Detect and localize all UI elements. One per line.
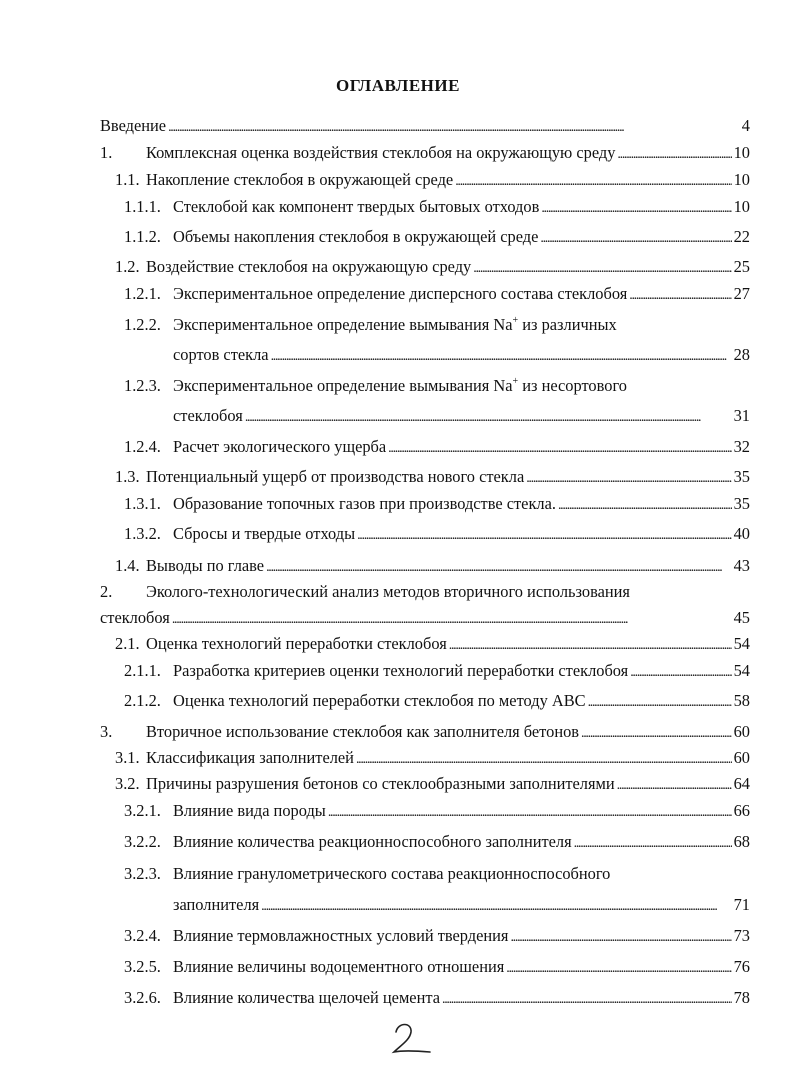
toc-entry-page: 31: [733, 406, 750, 425]
toc-entry-continuation[interactable]: [173, 895, 750, 915]
toc-entry-page: 54: [733, 661, 750, 680]
toc-entry-text: Выводы по главе: [146, 556, 265, 575]
toc-entry-text: Комплексная оценка воздействия стеклобоя на окружающую среду: [146, 143, 616, 162]
toc-entry-text: Объемы накопления стеклобоя в окружающей среде: [173, 227, 539, 246]
toc-entry-text: Введение: [100, 116, 167, 135]
toc-entry-text: Классификация заполнителей: [146, 748, 354, 767]
toc-entry[interactable]: [115, 774, 750, 794]
toc-entry[interactable]: [100, 116, 750, 136]
leader-dots: [588, 691, 732, 713]
leader-dots: [328, 801, 732, 823]
toc-entry[interactable]: [124, 926, 750, 946]
leader-dots: [388, 437, 731, 459]
toc-entry-page: 45: [733, 608, 750, 627]
leader-dots: [510, 926, 731, 948]
toc-entry-number: 1.: [100, 143, 113, 162]
toc-entry-number: 2.1.: [115, 634, 140, 653]
toc-entry-number: 3.2.3.: [124, 864, 161, 883]
toc-entry[interactable]: [115, 257, 750, 277]
toc-entry[interactable]: [124, 864, 610, 884]
leader-dots: [617, 143, 731, 165]
toc-entry-text: Оценка технологий переработки стеклобоя: [146, 634, 447, 653]
toc-entry[interactable]: [124, 376, 627, 396]
toc-entry-page: 35: [733, 467, 750, 486]
toc-entry-page: 35: [733, 494, 750, 513]
leader-dots: [168, 116, 740, 138]
toc-entry[interactable]: [100, 582, 630, 602]
toc-entry-number: 1.3.: [115, 467, 140, 486]
toc-entry-page: 60: [733, 722, 750, 741]
toc-entry-text: Накопление стеклобоя в окружающей среде: [146, 170, 454, 189]
toc-entry-page: 10: [733, 143, 750, 162]
toc-entry-number: 1.2.3.: [124, 376, 161, 395]
leader-dots: [541, 197, 731, 219]
toc-entry-number: 1.2.2.: [124, 315, 161, 334]
leader-dots: [357, 524, 732, 546]
toc-entry[interactable]: [115, 556, 750, 576]
toc-entry-text: Образование топочных газов при производстве стекла.: [173, 494, 556, 513]
leader-dots: [558, 494, 732, 516]
toc-entry-number: 1.2.: [115, 257, 140, 276]
toc-entry[interactable]: [115, 170, 750, 190]
toc-entry-number: 3.1.: [115, 748, 140, 767]
toc-entry-page: 71: [733, 895, 750, 914]
toc-entry[interactable]: [100, 722, 750, 742]
leader-dots: [356, 748, 732, 770]
handwritten-page-number: [378, 1010, 438, 1060]
toc-entry[interactable]: [100, 143, 750, 163]
superscript: +: [512, 376, 519, 387]
leader-dots: [617, 774, 732, 796]
toc-entry-page: 43: [733, 556, 750, 575]
leader-dots: [449, 634, 732, 656]
leader-dots: [574, 832, 732, 854]
toc-entry-text: Вторичное использование стеклобоя как заполнителя бетонов: [146, 722, 580, 741]
toc-entry-number: 1.3.1.: [124, 494, 161, 513]
toc-entry-page: 10: [733, 170, 750, 189]
toc-entry-page: 58: [733, 691, 750, 710]
toc-entry[interactable]: [115, 467, 750, 487]
toc-entry-page: 76: [733, 957, 750, 976]
toc-entry-text: из несортового: [518, 376, 627, 395]
toc-entry[interactable]: [124, 197, 750, 217]
toc-entry-text: Причины разрушения бетонов со стеклообразными заполнителями: [146, 774, 615, 793]
toc-entry-page: 54: [733, 634, 750, 653]
toc-entry-number: 3.2.4.: [124, 926, 161, 945]
toc-entry-number: 3.2.: [115, 774, 140, 793]
toc-entry-number: 3.: [100, 722, 113, 741]
toc-entry[interactable]: [124, 691, 750, 711]
leader-dots: [271, 345, 732, 367]
toc-entry-page: 68: [733, 832, 750, 851]
toc-entry-page: 64: [733, 774, 750, 793]
toc-entry-continuation[interactable]: [173, 345, 750, 365]
toc-entry-number: 2.1.1.: [124, 661, 161, 680]
toc-entry-text: Оценка технологий переработки стеклобоя по методу АВС: [173, 691, 586, 710]
toc-entry-text: Влияние величины водоцементного отношения: [173, 957, 505, 976]
toc-entry-number: 3.2.1.: [124, 801, 161, 820]
leader-dots: [473, 257, 731, 279]
toc-entry[interactable]: [115, 748, 750, 768]
toc-entry[interactable]: [124, 832, 750, 852]
toc-entry-page: 66: [733, 801, 750, 820]
toc-entry-text: Влияние гранулометрического состава реакционноспособного: [173, 864, 611, 883]
toc-entry[interactable]: [115, 634, 750, 654]
toc-entry-page: 32: [733, 437, 750, 456]
toc-entry[interactable]: [124, 284, 750, 304]
toc-entry-page: 28: [733, 345, 750, 364]
toc-entry[interactable]: [124, 437, 750, 457]
toc-entry-number: 3.2.5.: [124, 957, 161, 976]
leader-dots: [442, 988, 732, 1010]
toc-entry-text: стеклобоя: [173, 406, 243, 425]
toc-entry[interactable]: [124, 801, 750, 821]
toc-entry-page: 60: [733, 748, 750, 767]
toc-entry-continuation[interactable]: [100, 608, 750, 628]
toc-entry-text: Эколого-технологический анализ методов вторичного использования: [146, 582, 630, 601]
leader-dots: [506, 957, 731, 979]
toc-entry-text: Стеклобой как компонент твердых бытовых отходов: [173, 197, 540, 216]
toc-entry-text: Влияние количества реакционноспособного заполнителя: [173, 832, 572, 851]
toc-entry[interactable]: [124, 315, 617, 335]
leader-dots: [526, 467, 731, 489]
toc-entry-page: 73: [733, 926, 750, 945]
leader-dots: [455, 170, 731, 192]
toc-entry-text: заполнителя: [173, 895, 260, 914]
toc-entry[interactable]: [124, 988, 750, 1008]
leader-dots: [629, 284, 731, 306]
toc-entry-text: Влияние вида породы: [173, 801, 326, 820]
toc-entry-number: 1.2.1.: [124, 284, 161, 303]
toc-entry-page: 22: [733, 227, 750, 246]
toc-entry-number: 1.1.1.: [124, 197, 161, 216]
toc-entry-text: из различных: [518, 315, 617, 334]
toc-entry-text: Влияние количества щелочей цемента: [173, 988, 440, 1007]
toc-entry-text: Сбросы и твердые отходы: [173, 524, 356, 543]
toc-entry-page: 25: [733, 257, 750, 276]
toc-entry-text: Влияние термовлажностных условий твердения: [173, 926, 509, 945]
toc-entry[interactable]: [124, 661, 750, 681]
toc-entry-number: 2.: [100, 582, 113, 601]
leader-dots: [261, 895, 731, 917]
toc-entry-number: 1.3.2.: [124, 524, 161, 543]
leader-dots: [266, 556, 732, 578]
toc-entry-page: 40: [733, 524, 750, 543]
toc-entry-number: 1.1.: [115, 170, 140, 189]
leader-dots: [630, 661, 731, 683]
toc-entry-page: 4: [741, 116, 750, 135]
leader-dots: [581, 722, 732, 744]
toc-entry[interactable]: [124, 524, 750, 544]
toc-entry[interactable]: [124, 494, 750, 514]
toc-entry-text: Расчет экологического ущерба: [173, 437, 387, 456]
toc-entry-number: 3.2.2.: [124, 832, 161, 851]
toc-entry-number: 2.1.2.: [124, 691, 161, 710]
toc-entry-text: сортов стекла: [173, 345, 269, 364]
toc-entry-text: Разработка критериев оценки технологий переработки стеклобоя: [173, 661, 629, 680]
toc-entry-text: Экспериментальное определение вымывания Na: [173, 376, 513, 395]
toc-entry-number: 1.4.: [115, 556, 140, 575]
leader-dots: [540, 227, 731, 249]
toc-entry-text: Потенциальный ущерб от производства нового стекла: [146, 467, 525, 486]
toc-entry-text: Экспериментальное определение дисперсного состава стеклобоя: [173, 284, 628, 303]
toc-entry-text: Воздействие стеклобоя на окружающую среду: [146, 257, 472, 276]
leader-dots: [172, 608, 732, 630]
toc-entry-text: Экспериментальное определение вымывания Na: [173, 315, 513, 334]
toc-entry-continuation[interactable]: [173, 406, 750, 426]
toc-entry-page: 78: [733, 988, 750, 1007]
superscript: +: [512, 315, 519, 326]
page-title: ОГЛАВЛЕНИЕ: [336, 76, 460, 95]
toc-entry-page: 10: [733, 197, 750, 216]
toc-entry-page: 27: [733, 284, 750, 303]
leader-dots: [245, 406, 732, 428]
toc-entry[interactable]: [124, 957, 750, 977]
toc-entry-text: стеклобоя: [100, 608, 170, 627]
toc-entry-number: 1.2.4.: [124, 437, 161, 456]
toc-entry[interactable]: [124, 227, 750, 247]
toc-entry-number: 3.2.6.: [124, 988, 161, 1007]
toc-entry-number: 1.1.2.: [124, 227, 161, 246]
